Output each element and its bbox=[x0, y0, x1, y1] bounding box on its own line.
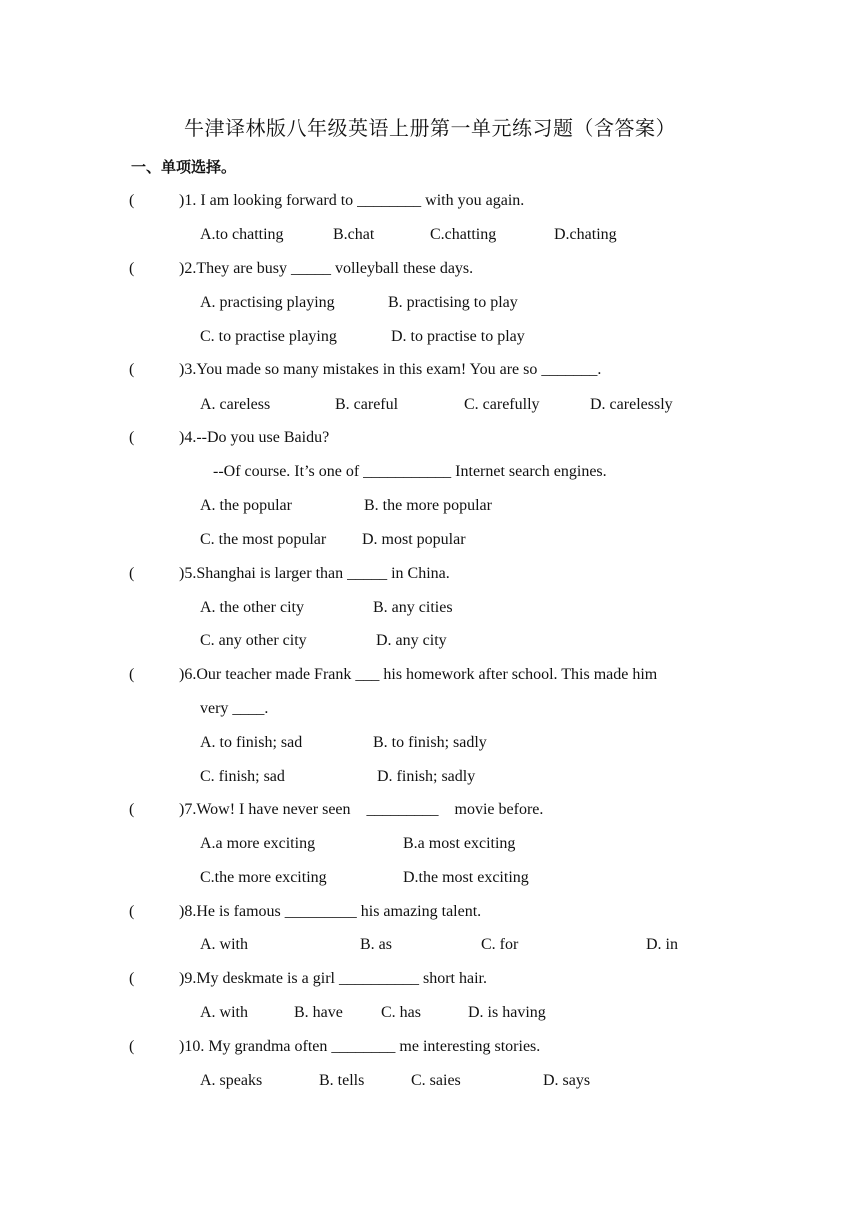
option: A. practising playing bbox=[200, 294, 335, 311]
option: C. has bbox=[381, 1004, 421, 1021]
question-stem: )4.--Do you use Baidu? bbox=[179, 429, 330, 446]
question-stem-continued: --Of course. It’s one of ___________ Internet search engines. bbox=[213, 463, 607, 480]
option: B. practising to play bbox=[388, 294, 518, 311]
section-heading: 一、单项选择。 bbox=[131, 158, 237, 176]
option: A. the other city bbox=[200, 599, 304, 616]
option: A.to chatting bbox=[200, 226, 284, 243]
option: C.chatting bbox=[430, 226, 497, 243]
option: B. as bbox=[360, 936, 392, 953]
question-stem: )10. My grandma often ________ me interesting stories. bbox=[179, 1038, 541, 1055]
option: D. is having bbox=[468, 1004, 546, 1021]
option: D. in bbox=[646, 936, 678, 953]
option: D. says bbox=[543, 1072, 591, 1089]
option: B.chat bbox=[333, 226, 375, 243]
option: C. to practise playing bbox=[200, 328, 337, 345]
option: C.the more exciting bbox=[200, 869, 327, 886]
option: B.a most exciting bbox=[403, 835, 516, 852]
option: B. tells bbox=[319, 1072, 365, 1089]
answer-paren: ( bbox=[129, 429, 135, 446]
option: D. most popular bbox=[362, 531, 466, 548]
option: C. for bbox=[481, 936, 519, 953]
question-stem: )6.Our teacher made Frank ___ his homework after school. This made him bbox=[179, 666, 658, 683]
question-stem: )3.You made so many mistakes in this exam! You are so _______. bbox=[179, 361, 602, 378]
question-stem: )8.He is famous _________ his amazing talent. bbox=[179, 903, 482, 920]
option: C. the most popular bbox=[200, 531, 327, 548]
option: D.the most exciting bbox=[403, 869, 529, 886]
option: B. any cities bbox=[373, 599, 453, 616]
question-stem: )5.Shanghai is larger than _____ in China. bbox=[179, 565, 450, 582]
option: C. carefully bbox=[464, 396, 540, 413]
answer-paren: ( bbox=[129, 565, 135, 582]
option: C. saies bbox=[411, 1072, 461, 1089]
option: D. carelessly bbox=[590, 396, 673, 413]
option: C. any other city bbox=[200, 632, 307, 649]
answer-paren: ( bbox=[129, 260, 135, 277]
question-stem-continued: very ____. bbox=[200, 700, 269, 717]
option: B. have bbox=[294, 1004, 343, 1021]
option: D. finish; sadly bbox=[377, 768, 476, 785]
option: A. with bbox=[200, 936, 248, 953]
answer-paren: ( bbox=[129, 361, 135, 378]
option: B. careful bbox=[335, 396, 399, 413]
question-stem: )9.My deskmate is a girl __________ short hair. bbox=[179, 970, 487, 987]
option: A. speaks bbox=[200, 1072, 263, 1089]
option: A. with bbox=[200, 1004, 248, 1021]
option: D.chating bbox=[554, 226, 617, 243]
option: C. finish; sad bbox=[200, 768, 285, 785]
question-stem: )1. I am looking forward to ________ with you again. bbox=[179, 192, 525, 209]
page-title: 牛津译林版八年级英语上册第一单元练习题（含答案） bbox=[184, 116, 676, 140]
answer-paren: ( bbox=[129, 903, 135, 920]
option: B. to finish; sadly bbox=[373, 734, 487, 751]
answer-paren: ( bbox=[129, 666, 135, 683]
answer-paren: ( bbox=[129, 192, 135, 209]
option: A. to finish; sad bbox=[200, 734, 303, 751]
answer-paren: ( bbox=[129, 970, 135, 987]
question-stem: )2.They are busy _____ volleyball these days. bbox=[179, 260, 474, 277]
option: D. any city bbox=[376, 632, 447, 649]
option: A.a more exciting bbox=[200, 835, 316, 852]
answer-paren: ( bbox=[129, 801, 135, 818]
option: B. the more popular bbox=[364, 497, 492, 514]
option: D. to practise to play bbox=[391, 328, 525, 345]
option: A. the popular bbox=[200, 497, 292, 514]
option: A. careless bbox=[200, 396, 271, 413]
answer-paren: ( bbox=[129, 1038, 135, 1055]
question-stem: )7.Wow! I have never seen _________ movie before. bbox=[179, 801, 544, 818]
